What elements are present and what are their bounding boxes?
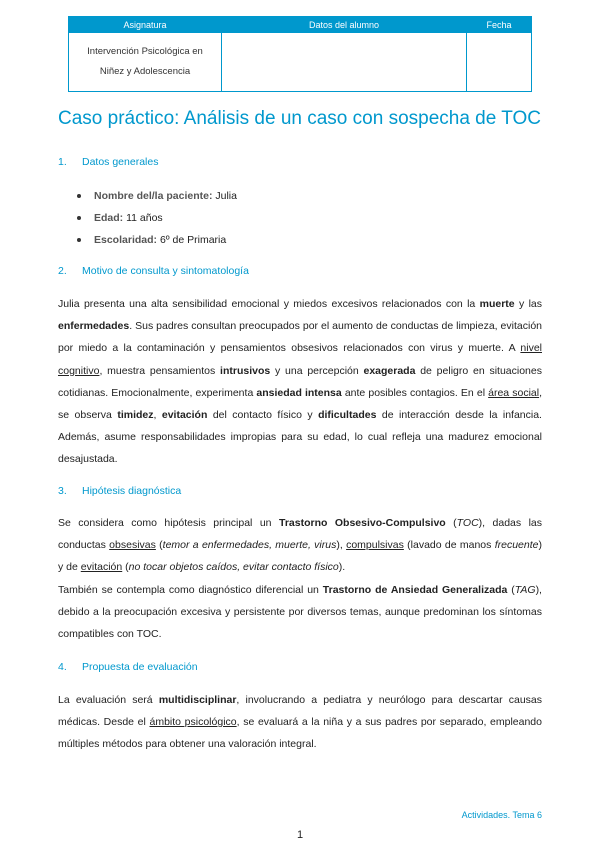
- fact-value: 6º de Primaria: [159, 234, 227, 246]
- section-title: Propuesta de evaluación: [82, 661, 198, 673]
- general-data-list: [58, 186, 237, 252]
- header-col-date: Fecha: [467, 17, 532, 33]
- section-title: Motivo de consulta y sintomatología: [82, 265, 249, 277]
- list-item: [58, 208, 237, 230]
- date-cell: [467, 33, 532, 92]
- subject-cell: [69, 33, 222, 92]
- evaluation-paragraph: La evaluación será multidisciplinar, involucrando a pediatra y neurólogo para descartar causas médicas. Desde el ámbito psicológico, se evaluará a la niña y a sus padres por separado, empleando múltiples métodos para obtener una valoración integral.: [58, 694, 542, 751]
- section-number: 3.: [58, 485, 67, 497]
- subject-line-2: Niñez y Adolescencia: [99, 66, 191, 77]
- subject-line-1: Intervención Psicológica en: [87, 46, 203, 57]
- section-heading-1: [58, 156, 158, 168]
- document-title: Caso práctico: Análisis de un caso con sospecha de TOC: [58, 108, 542, 129]
- section-number: 2.: [58, 265, 67, 277]
- section-title: Datos generales: [82, 156, 159, 168]
- section-heading-2: [58, 265, 249, 277]
- bullet-icon: [77, 216, 81, 220]
- bullet-icon: [77, 238, 81, 242]
- header-table: [68, 16, 532, 92]
- header-col-student: Datos del alumno: [222, 17, 467, 33]
- section-number: 1.: [58, 156, 67, 168]
- list-item: [58, 230, 237, 252]
- fact-label: Edad:: [94, 212, 124, 224]
- fact-label: Nombre del/la paciente:: [94, 190, 213, 202]
- section-heading-4: [58, 661, 198, 673]
- hypothesis-paragraph: Se considera como hipótesis principal un Trastorno Obsesivo-Compulsivo (TOC), dadas las conductas obsesivas (temor a enfermedades, muerte, virus), compulsivas (lavado de manos frecuente) y de evitación (no tocar objetos caídos, evitar contacto físico).: [58, 517, 543, 574]
- page-number: 1: [296, 829, 304, 841]
- symptoms-paragraph: Julia presenta una alta sensibilidad emocional y miedos excesivos relacionados con la muerte y las enfermedades. Sus padres consultan preocupados por el aumento de conductas de limpieza, evitación por miedo a la contaminación y pensamientos obsesivos relacionados con virus y muerte. A nivel cognitivo, muestra pensamientos intrusivos y una percepción exagerada de peligro en situaciones cotidianas. Emocionalmente, experimenta ansiedad intensa ante posibles contagios. En el área social, se observa timidez, evitación del contacto físico y dificultades de interacción desde la infancia. Además, asume responsabilidades impropias para su edad, lo cual refleja una madurez emocional desajustada.: [58, 298, 543, 466]
- section-heading-3: [58, 485, 181, 497]
- list-item: [58, 186, 237, 208]
- fact-value: 11 años: [126, 212, 163, 224]
- fact-label: Escolaridad:: [94, 234, 158, 246]
- section-number: 4.: [58, 661, 67, 673]
- section-title: Hipótesis diagnóstica: [82, 485, 182, 497]
- header-col-subject: Asignatura: [69, 17, 222, 33]
- bullet-icon: [77, 194, 81, 198]
- footer-note: Actividades. Tema 6: [461, 810, 542, 820]
- differential-paragraph: También se contempla como diagnóstico diferencial un Trastorno de Ansiedad Generalizada (TAG), debido a la preocupación excesiva y persistente por diversos temas, aunque predominan los síntomas compatibles con TOC.: [58, 584, 542, 641]
- fact-value: Julia: [215, 190, 237, 202]
- student-cell: [222, 33, 467, 92]
